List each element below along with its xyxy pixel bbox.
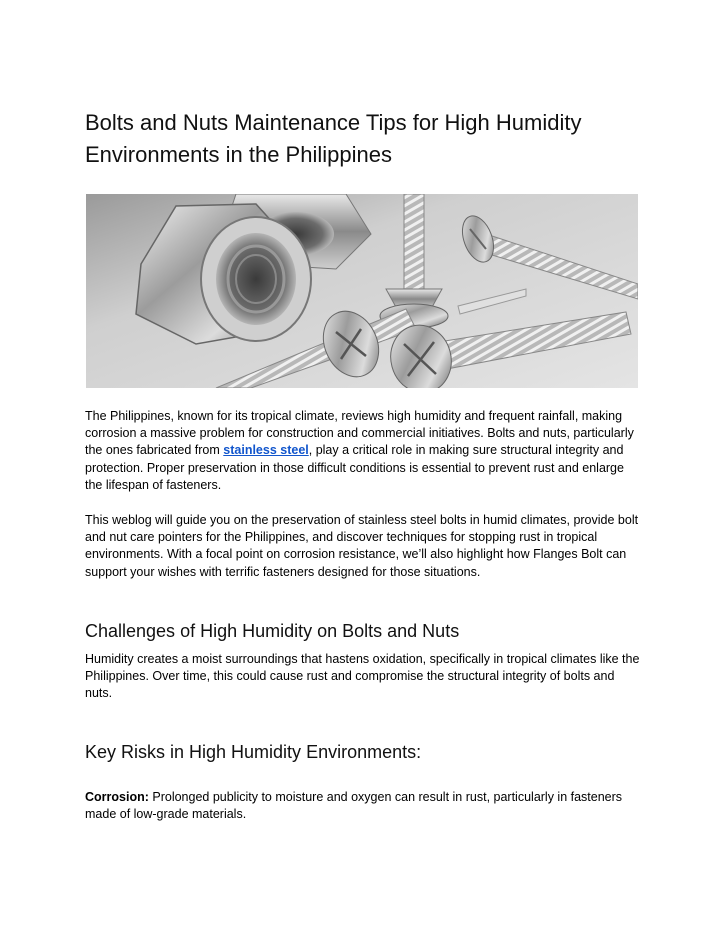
article-title: Bolts and Nuts Maintenance Tips for High Humidity Environments in the Philippines	[85, 110, 582, 167]
corrosion-label: Corrosion:	[85, 790, 149, 804]
guide-paragraph: This weblog will guide you on the preservation of stainless steel bolts in humid climates, provide bolt and nut care pointers for the Philippines, and discover techniques for stopping rust in tropical environments. With a focal point on corrosion resistance, we’ll also highlight how Flanges Bolt can support your wishes with terrific fasteners designed for those situations.	[85, 513, 639, 579]
challenges-paragraph: Humidity creates a moist surroundings that hastens oxidation, specifically in tropical climates like the Philippines. Over time, this could cause rust and compromise the structural integrity of bolts and nuts.	[85, 652, 640, 701]
corrosion-paragraph: Corrosion: Prolonged publicity to moisture and oxygen can result in rust, particularly in fasteners made of low-grade materials.	[85, 790, 623, 822]
stainless-steel-link[interactable]: stainless steel	[223, 443, 309, 458]
fasteners-photo	[86, 194, 638, 388]
intro-paragraph: The Philippines, known for its tropical climate, reviews high humidity and frequent rainfall, making corrosion a massive problem for construction and commercial initiatives. Bolts and nuts, particularly the ones fabricated from stainless steel, play a critical role in making sure structural integrity and protection. Proper preservation in those difficult conditions is essential to prevent rust and enlarge the lifespan of fasteners.	[85, 409, 634, 492]
key-risks-heading: Key Risks in High Humidity Environments:	[85, 742, 422, 762]
challenges-heading: Challenges of High Humidity on Bolts and Nuts	[85, 621, 460, 641]
